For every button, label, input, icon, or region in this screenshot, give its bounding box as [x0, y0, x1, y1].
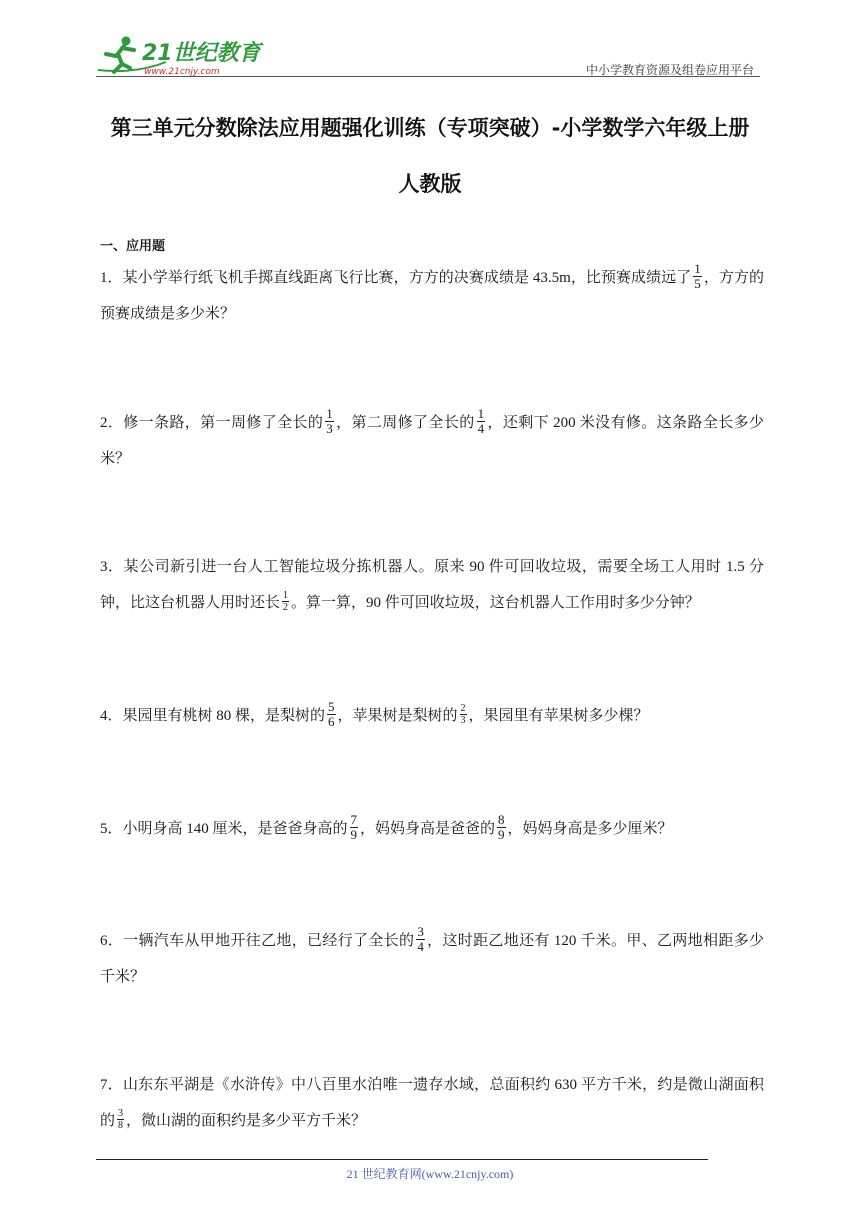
page-header — [96, 26, 760, 82]
question-5: 5．小明身高 140 厘米，是爸爸身高的 $\frac{7}{9}$ ，妈妈身高是爸爸的 $\frac{8}{9}$ ，妈妈身高是多少厘米？ — [100, 812, 673, 843]
header-platform-text: 中小学教育资源及组卷应用平台 — [585, 63, 754, 77]
page-title — [80, 100, 780, 212]
logo-main-text: 21世纪教育 — [142, 41, 261, 66]
question-3: 3．某公司新引进一台人工智能垃圾分拣机器人。原来 90 件可回收垃圾，需要全场工人用时 1.5 分钟，比这台机器人用时还长 $\frac{1}{2}$ 。算一算，90 件可回收垃圾，这台机器人工作用时多少分钟？ — [100, 559, 764, 614]
title-line-2: 人教版 — [398, 172, 462, 196]
title-line-1: 第三单元分数除法应用题强化训练（专项突破）-小学数学六年级上册 — [110, 116, 750, 140]
fraction: $\frac{5}{6}$ — [328, 699, 335, 730]
question-4: 4．果园里有桃树 80 棵，是梨树的 $\frac{5}{6}$ ，苹果树是梨树的 $\frac{2}{3}$ ，果园里有苹果树多少棵？ — [100, 699, 649, 730]
footer-text: 21 世纪教育网(www.21cnjy.com) — [346, 1167, 514, 1181]
question-1: 1．某小学举行纸飞机手掷直线距离飞行比赛，方方的决赛成绩是 43.5m，比预赛成绩远了 $\frac{1}{5}$ ，方方的预赛成绩是多少米？ — [100, 261, 764, 322]
logo-sub-text: www.21cnjy.com — [144, 67, 220, 77]
question-6: 6．一辆汽车从甲地开往乙地，已经行了全长的 $\frac{3}{4}$ ，这时距乙地还有 120 千米。甲、乙两地相距多少千米？ — [100, 924, 764, 985]
fraction: $\frac{1}{2}$ — [283, 590, 289, 614]
fraction: $\frac{7}{9}$ — [350, 812, 358, 843]
footer-divider — [96, 1159, 708, 1160]
fraction: $\frac{3}{4}$ — [417, 924, 424, 955]
fraction: $\frac{8}{9}$ — [498, 812, 505, 843]
fraction: $\frac{1}{5}$ — [694, 261, 701, 292]
site-logo — [96, 34, 266, 78]
fraction: $\frac{1}{3}$ — [326, 406, 333, 437]
section-heading: 一、应用题 — [100, 239, 166, 254]
fraction: $\frac{3}{8}$ — [118, 1108, 124, 1132]
header-divider — [96, 76, 760, 77]
fraction: $\frac{2}{3}$ — [460, 703, 466, 727]
question-2: 2．修一条路，第一周修了全长的 $\frac{1}{3}$ ，第二周修了全长的 $\frac{1}{4}$ ，还剩下 200 米没有修。这条路全长多少米？ — [100, 406, 764, 467]
question-7: 7．山东东平湖是《水浒传》中八百里水泊唯一遗存水域，总面积约 630 平方千米，约是微山湖面积的 $\frac{3}{8}$ ，微山湖的面积约是多少平方千米？ — [100, 1077, 764, 1132]
fraction: $\frac{1}{4}$ — [477, 406, 485, 437]
